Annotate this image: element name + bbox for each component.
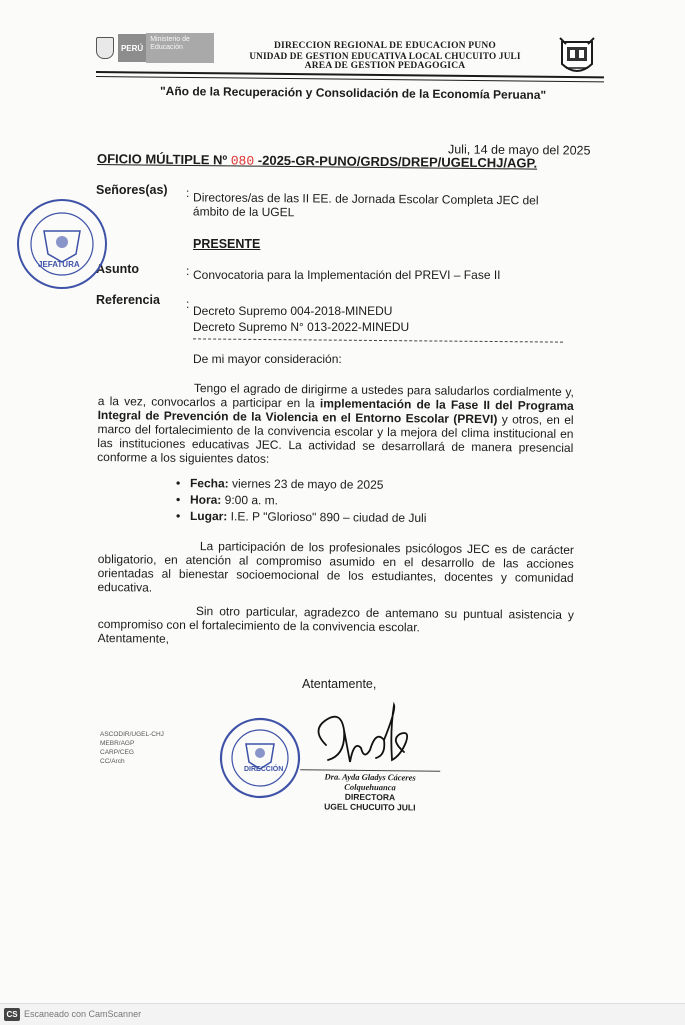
- cc-line: CC/Arch: [100, 758, 125, 765]
- colon: :: [186, 297, 190, 311]
- bullet-value: viernes 23 de mayo de 2025: [231, 476, 384, 492]
- bullet-lugar: [175, 508, 427, 526]
- dot: •: [175, 492, 181, 507]
- ugel-emblem-icon: [556, 34, 598, 78]
- referencia-label: Referencia: [96, 293, 160, 307]
- scanner-footer: [0, 1003, 685, 1025]
- paragraph-3: [98, 603, 574, 650]
- jefatura-stamp: [14, 196, 110, 292]
- peru-label: PERÚ: [118, 34, 146, 62]
- bullet-label: Hora:: [189, 492, 222, 507]
- paragraph-2: La participación de los profesionales psicólogos JEC es de carácter obligatorio, en atención al compromiso asumido en el desarrollo de las acciones orientadas al bienestar socioemocional de los estudiantes, docentes y comunidad educativa.: [97, 539, 574, 595]
- oficio-number-value: 080: [230, 153, 255, 169]
- bullet-value: I.E. P "Glorioso" 890 – ciudad de Juli: [230, 509, 427, 526]
- peru-shield-icon: [96, 37, 114, 59]
- colon: :: [186, 264, 190, 278]
- year-motto: "Año de la Recuperación y Consolidación de la Economía Peruana": [159, 83, 547, 103]
- p1-part-c: y otros, en el marco del fortalecimiento de la convivencia escolar y la mejora del clima institucional en las instituciones educativas JEC. La actividad se desarrollará de manera presencial conforme a los siguientes datos:: [97, 412, 574, 466]
- bullet-label: Fecha:: [189, 476, 229, 491]
- cc-line: CARP/CEG: [100, 749, 134, 756]
- paragraph-1: [97, 380, 574, 469]
- referencia-item-2: Decreto Supremo N° 013-2022-MINEDU: [193, 320, 410, 334]
- signatory-role: DIRECTORA: [344, 791, 396, 803]
- oficio-suffix: -2025-GR-PUNO/GRDS/DREP/UGELCHJ/AGP.: [257, 152, 538, 171]
- scanner-text: Escaneado con CamScanner: [24, 1009, 142, 1019]
- bullet-fecha: [175, 476, 384, 492]
- camscanner-logo-icon: CS: [4, 1008, 20, 1021]
- cc-line: MEBR/AGP: [100, 740, 135, 747]
- greeting: De mi mayor consideración:: [193, 352, 342, 366]
- colon: :: [186, 186, 190, 200]
- referencia-item-1: Decreto Supremo 004-2018-MINEDU: [193, 304, 393, 318]
- presente-heading: PRESENTE: [193, 237, 261, 251]
- p3-text: Sin otro particular, agradezco de antemano su puntual asistencia y compromiso con el fortalecimiento de la convivencia escolar.: [97, 604, 574, 635]
- cc-line: ASCODIR/UGEL-CHJ: [100, 731, 164, 738]
- signature-scribble: [306, 700, 416, 780]
- jefatura-label: JEFATURA: [38, 260, 80, 269]
- senores-label: Señores(as): [96, 183, 168, 197]
- p1-part-b: implementación de la Fase II del Programa Integral de Prevención de la Violencia en el Entorno Escolar (PREVI): [97, 396, 574, 427]
- p1-part-a: Tengo el agrado de dirigirme a ustedes para saludarlos cordialmente y, a la vez, convocarlos a participar en la: [97, 381, 574, 411]
- senores-text: Directores/as de las II EE. de Jornada Escolar Completa JEC del ámbito de la UGEL: [192, 190, 539, 220]
- asunto-text: Convocatoria para la Implementación del PREVI – Fase II: [193, 268, 501, 282]
- cc-list: [100, 730, 164, 766]
- ministry-label: Ministerio de Educación: [146, 33, 214, 63]
- direccion-label: DIRECCIÓN: [244, 766, 284, 773]
- closing-atentamente: Atentamente,: [302, 677, 377, 691]
- institution-line-1: DIRECCION REGIONAL DE EDUCACION PUNO: [273, 41, 497, 51]
- bullet-label: Lugar:: [189, 508, 228, 524]
- signatory-name: Dra. Ayda Gladys Cáceres Colquehuanca: [300, 769, 440, 792]
- bullet-hora: [175, 492, 279, 508]
- peru-ministry-logo: [96, 33, 214, 63]
- direccion-stamp: [218, 716, 302, 800]
- signatory-office: UGEL CHUCUITO JULI: [324, 801, 416, 813]
- oficio-prefix: OFICIO MÚLTIPLE Nº: [96, 151, 228, 168]
- institution-line-2: UNIDAD DE GESTION EDUCATIVA LOCAL CHUCUITO JULI: [249, 51, 521, 61]
- bullet-value: 9:00 a. m.: [224, 492, 279, 508]
- dot: •: [175, 476, 181, 491]
- divider: [193, 338, 563, 342]
- p3-closing: Atentamente,: [97, 630, 170, 646]
- asunto-label: Asunto: [96, 262, 140, 276]
- signature-block: [300, 769, 440, 812]
- dot: •: [175, 508, 181, 523]
- letter-date: Juli, 14 de mayo del 2025: [447, 142, 591, 158]
- oficio-number: [97, 151, 537, 172]
- institution-line-3: AREA DE GESTION PEDAGOGICA: [304, 61, 466, 71]
